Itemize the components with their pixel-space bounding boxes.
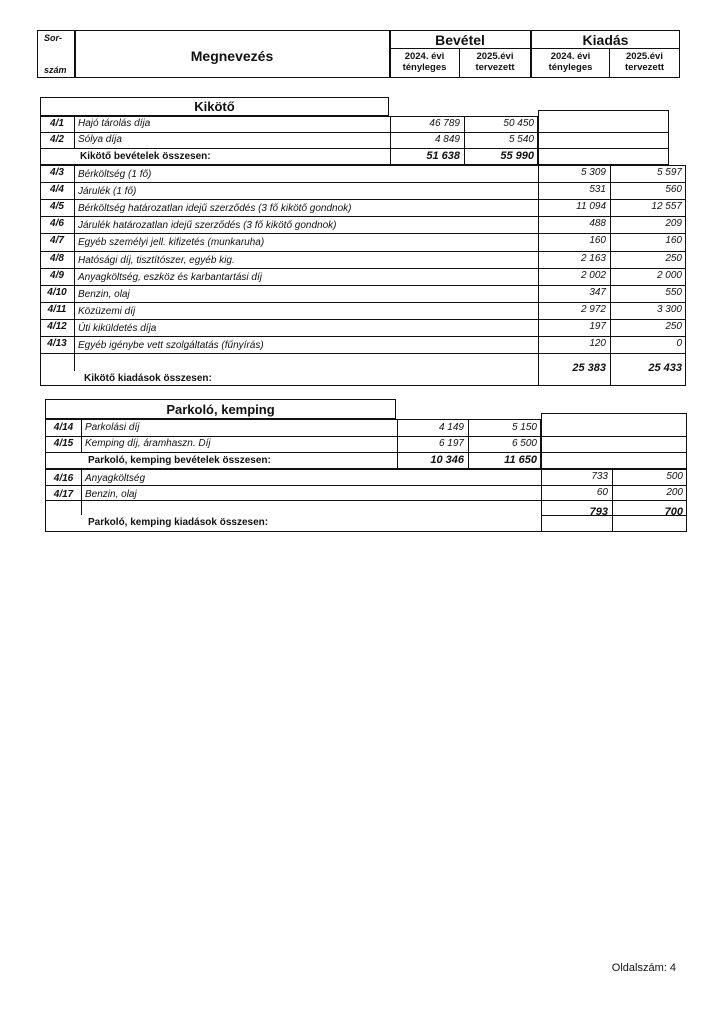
value-2025: 5 540 [508,134,534,145]
value-2024: 488 [589,218,606,230]
value-2025: 3 300 [656,303,682,315]
row-number: 4/9 [50,269,64,281]
bev-2024-line2: tényleges [402,62,447,73]
value-2025: 6 500 [511,438,537,449]
row-label: Bérköltség (1 fő) [78,169,152,180]
row-number: 4/16 [53,473,74,484]
parkolo-kiadas-total-2024: 793 [589,506,608,518]
row-label: Hajó tárolás díja [78,118,151,129]
row-label: Sólya díja [78,134,122,145]
value-2024: 6 197 [438,438,464,449]
row-label: Közüzemi díj [78,305,136,317]
value-2024: 347 [589,286,606,298]
value-2025: 250 [665,320,682,332]
kikoto-bevetel-total-2025: 55 990 [500,150,534,162]
value-2024: 46 789 [429,118,460,129]
value-2024: 733 [591,471,608,482]
row-number: 4/11 [47,303,67,315]
value-2025: 209 [665,218,682,230]
value-2025: 550 [665,286,682,298]
row-label: Egyéb igénybe vett szolgáltatás (fűnyírás) [78,340,264,351]
value-2024: 531 [589,184,606,196]
kia-2024-line2: tényleges [548,62,593,73]
value-2024: 160 [589,235,606,247]
row-label: Benzin, olaj [78,288,130,300]
row-label: Járulék (1 fő) [78,186,137,198]
kia-2025-line2: tervezett [624,62,665,73]
value-2025: 250 [665,252,682,264]
row-label: Egyéb személyi jell. kifizetés (munkaruha) [78,237,265,249]
row-number: 4/6 [50,218,64,230]
row-number: 4/4 [50,184,64,196]
value-2024: 5 309 [580,167,606,178]
kiadas-header: Kiadás [582,32,629,48]
bev-2025-line1: 2025.évi [476,51,514,62]
row-number: 4/10 [47,286,67,298]
value-2025: 200 [666,486,683,498]
row-label: Anyagköltség, eszköz és karbantartási díj [78,271,262,283]
kikoto-kiadas-total-2025: 25 433 [648,362,682,374]
value-2025: 560 [665,184,682,196]
value-2024: 2 002 [580,269,606,281]
row-number: 4/13 [47,338,67,349]
row-number: 4/3 [50,167,64,178]
value-2025: 50 450 [503,118,534,129]
row-number: 4/8 [50,252,64,264]
row-label: Anyagköltség [85,473,146,484]
row-number: 4/15 [53,438,74,449]
value-2025: 0 [676,338,682,349]
row-label: Bérköltség határozatlan idejű szerződés (3 fő kikötő gondnok) [78,203,352,215]
parkolo-bevetel-total-2024: 10 346 [430,454,464,466]
kikoto-title: Kikötő [194,99,235,114]
row-number: 4/12 [47,320,67,332]
row-number: 4/2 [50,134,64,145]
row-label: Kemping díj, áramhaszn. Díj [85,438,211,449]
value-2025: 5 597 [656,167,682,178]
parkolo-bevetel-total-2025: 11 650 [504,454,537,466]
bev-2024-line1: 2024. évi [404,51,445,62]
row-number: 4/1 [50,118,64,129]
bev-2025-line2: tervezett [475,62,515,73]
row-number: 4/17 [53,488,74,500]
megnevezes-header: Megnevezés [190,48,274,64]
row-label: Parkolási díj [85,422,140,433]
kia-2024-line1: 2024. évi [550,51,591,62]
row-number: 4/5 [50,201,64,213]
value-2024: 11 094 [576,201,606,213]
row-number: 4/7 [50,235,64,247]
parkolo-kiadas-total-2025: 700 [664,506,683,518]
value-2025: 2 000 [656,269,682,281]
row-label: Úti kiküldetés díja [78,322,157,334]
value-2025: 5 150 [511,422,537,433]
bevetel-header: Bevétel [435,32,485,48]
value-2025: 160 [665,235,682,247]
row-label: Járulék határozatlan idejű szerződés (3 fő kikötő gondnok) [78,220,337,232]
header-table [37,30,680,78]
parkolo-bevetel-total-label: Parkoló, kemping bevételek összesen: [88,455,271,466]
kikoto-kiadas-total-2024: 25 383 [572,362,606,374]
szam-label: szám [44,65,67,75]
row-label: Hatósági díj, tisztítószer, egyéb kig. [78,254,235,266]
row-number: 4/14 [53,422,74,433]
page-number: Oldalszám: 4 [611,962,676,974]
value-2024: 2 972 [580,303,606,315]
kikoto-bevetel-total-2024: 51 638 [426,150,460,162]
value-2024: 4 849 [434,134,460,145]
value-2025: 500 [666,471,683,482]
kikoto-bevetel-total-label: Kikötő bevételek összesen: [80,151,211,162]
value-2024: 2 163 [580,252,606,264]
kikoto-kiadas-total-label: Kikötő kiadások összesen: [84,373,212,384]
value-2024: 60 [596,486,608,498]
sor-label: Sor- [44,33,62,43]
parkolo-title: Parkoló, kemping [166,402,275,417]
parkolo-kiadas-total-label: Parkoló, kemping kiadások összesen: [88,517,269,528]
value-2025: 12 557 [651,201,682,213]
kia-2025-line1: 2025.évi [626,51,663,62]
value-2024: 197 [589,320,606,332]
value-2024: 120 [589,338,606,349]
row-label: Benzin, olaj [85,488,137,500]
value-2024: 4 149 [438,422,464,433]
